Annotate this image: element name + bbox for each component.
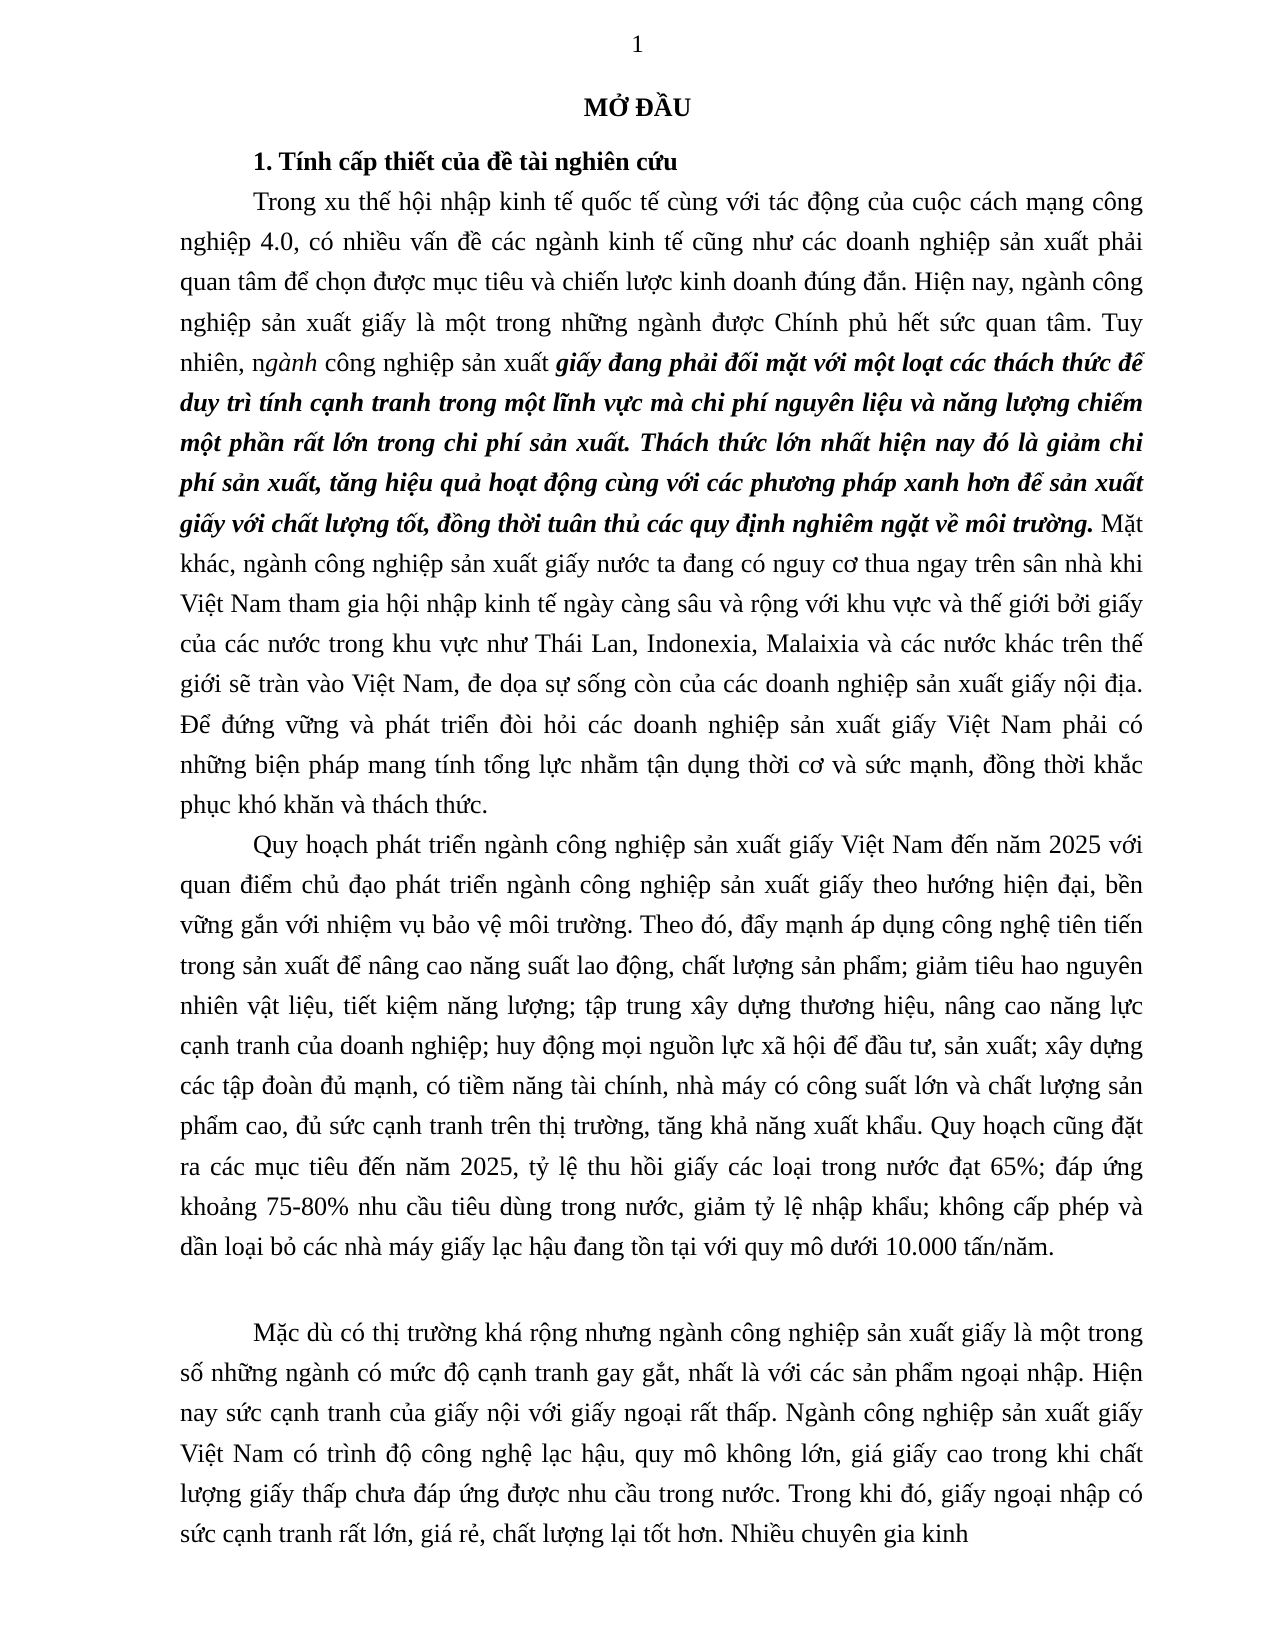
body-paragraph-1-block	[180, 182, 1143, 825]
document-heading: MỞ ĐẦU	[583, 93, 692, 122]
paragraph-1-middle: công nghiệp sản xuất	[317, 347, 557, 377]
paragraph-1-intro: Trong xu thế hội nhập kinh tế quốc tế cùng với tác động của cuộc cách mạng công nghiệp 4.0, có nhiều vấn đề các ngành kinh tế cũng như các doanh nghiệp sản xuất phải quan tâm để chọn được mục tiêu và chiến lược kinh doanh đúng đắn. Hiện nay, ngành công nghiệp sản xuất giấy là một trong những ngành được Chính phủ hết sức quan tâm. Tuy nhiên, n	[180, 187, 1143, 377]
page-number: 1	[631, 31, 644, 58]
body-paragraph-1	[180, 182, 1143, 825]
paragraph-1-rest: Mặt khác, ngành công nghiệp sản xuất giấy nước ta đang có nguy cơ thua ngay trên sân nhà khi Việt Nam tham gia hội nhập kinh tế ngày càng sâu và rộng với khu vực và thế giới bởi giấy của các nước trong khu vực như Thái Lan, Indonexia, Malaixia và các nước khác trên thế giới sẽ tràn vào Việt Nam, đe dọa sự sống còn của các doanh nghiệp sản xuất giấy nội địa. Để đứng vững và phát triển đòi hỏi các doanh nghiệp sản xuất giấy Việt Nam phải có những biện pháp mang tính tổng lực nhằm tận dụng thời cơ và sức mạnh, đồng thời khắc phục khó khăn và thách thức.	[180, 508, 1143, 820]
body-paragraph-2: Quy hoạch phát triển ngành công nghiệp sản xuất giấy Việt Nam đến năm 2025 với quan điểm chủ đạo phát triển ngành công nghiệp sản xuất giấy theo hướng hiện đại, bền vững gắn với nhiệm vụ bảo vệ môi trường. Theo đó, đẩy mạnh áp dụng công nghệ tiên tiến trong sản xuất để nâng cao năng suất lao động, chất lượng sản phẩm; giảm tiêu hao nguyên nhiên vật liệu, tiết kiệm năng lượng; tập trung xây dựng thương hiệu, nâng cao năng lực cạnh tranh của doanh nghiệp; huy động mọi nguồn lực xã hội để đầu tư, sản xuất; xây dựng các tập đoàn đủ mạnh, có tiềm năng tài chính, nhà máy có công suất lớn và chất lượng sản phẩm cao, đủ sức cạnh tranh trên thị trường, tăng khả năng xuất khẩu. Quy hoạch cũng đặt ra các mục tiêu đến năm 2025, tỷ lệ thu hồi giấy các loại trong nước đạt 65%; đáp ứng khoảng 75-80% nhu cầu tiêu dùng trong nước, giảm tỷ lệ nhập khẩu; không cấp phép và dần loại bỏ các nhà máy giấy lạc hậu đang tồn tại với quy mô dưới 10.000 tấn/năm.	[180, 830, 1143, 1262]
body-paragraph-3-block	[180, 1313, 1143, 1554]
section-title: 1. Tính cấp thiết của đề tài nghiên cứu	[253, 147, 678, 176]
paragraph-1-emphasis: giấy đang phải đối mặt với một loạt các thách thức để duy trì tính cạnh tranh trong một lĩnh vực mà chi phí nguyên liệu và năng lượng chiếm một phần rất lớn trong chi phí sản xuất. Thách thức lớn nhất hiện nay đó là giảm chi phí sản xuất, tăng hiệu quả hoạt động cùng với các phương pháp xanh hơn để sản xuất giấy với chất lượng tốt, đồng thời tuân thủ các quy định nghiêm ngặt về môi trường.	[180, 347, 1143, 538]
body-paragraph-2-block	[180, 825, 1143, 1267]
body-paragraph-3: Mặc dù có thị trường khá rộng nhưng ngành công nghiệp sản xuất giấy là một trong số những ngành có mức độ cạnh tranh gay gắt, nhất là với các sản phẩm ngoại nhập. Hiện nay sức cạnh tranh của giấy nội với giấy ngoại rất thấp. Ngành công nghiệp sản xuất giấy Việt Nam có trình độ công nghệ lạc hậu, quy mô không lớn, giá giấy cao trong khi chất lượng giấy thấp chưa đáp ứng được nhu cầu trong nước. Trong khi đó, giấy ngoại nhập có sức cạnh tranh rất lớn, giá rẻ, chất lượng lại tốt hơn. Nhiều chuyên gia kinh	[180, 1318, 1143, 1549]
paragraph-1-italic-word: gành	[265, 347, 318, 377]
